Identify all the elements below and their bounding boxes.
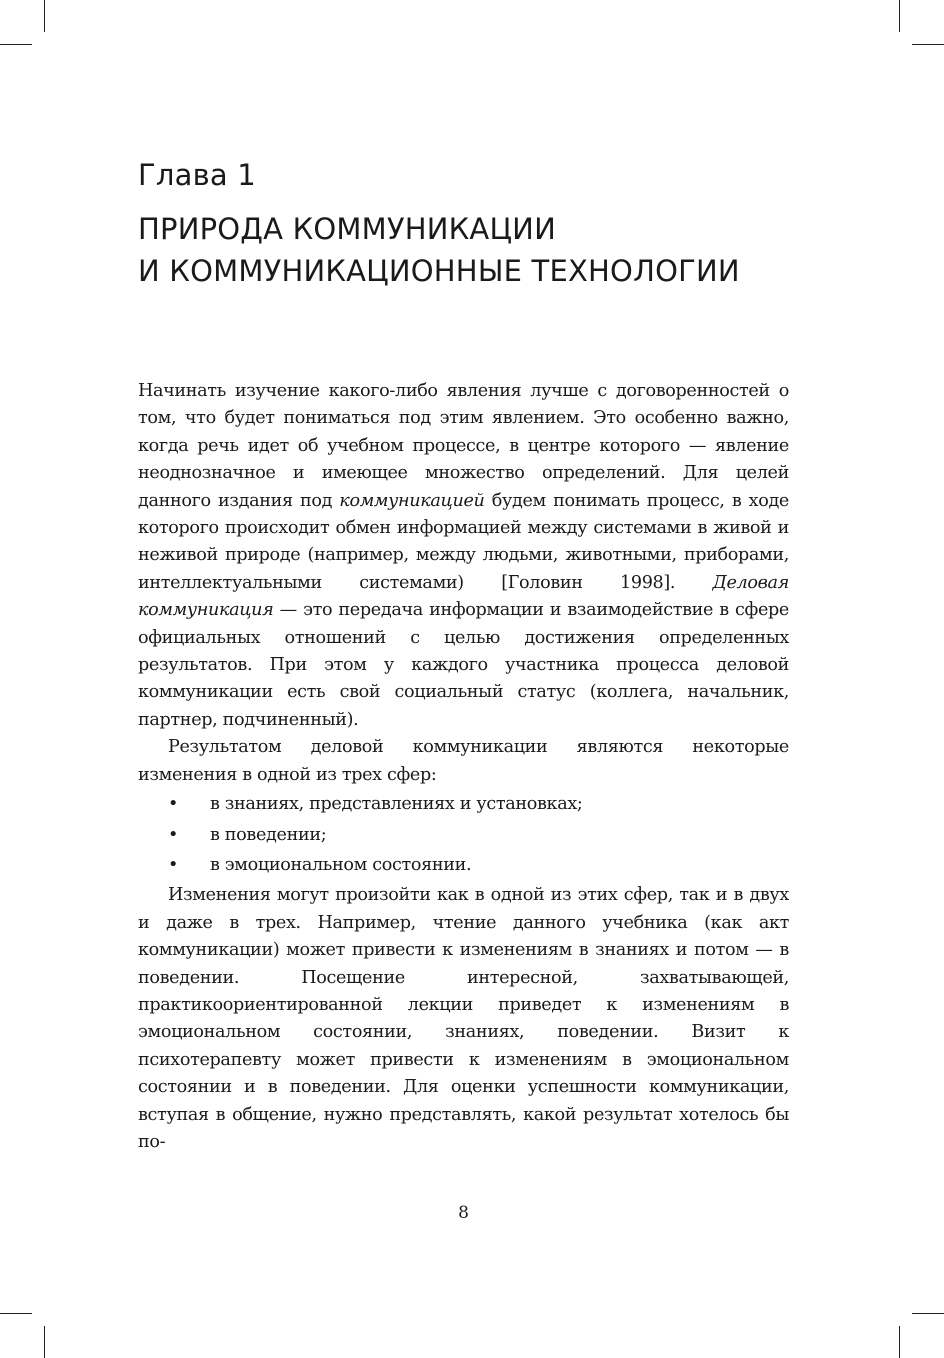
chapter-label: Глава 1	[138, 158, 256, 192]
bullet-icon: •	[168, 794, 179, 815]
body-text	[138, 378, 789, 1156]
chapter-title	[138, 208, 838, 292]
bullet-list	[138, 791, 789, 879]
crop-mark-top-left	[44, 0, 45, 32]
crop-mark-top-left-h	[0, 44, 32, 45]
term-business-communication: Деловая коммуникация	[138, 572, 789, 621]
paragraph-3: Изменения могут произойти как в одной из этих сфер, так и в двух и даже в трех. Например, чтение данного учебника (как акт коммуникации) может привести к изменениям в знаниях и потом — в поведении. Посещение интересной, захватывающей, практикоориентированной лекции приведет к изменениям в эмоциональном состоянии, знаниях, поведении. Визит к психотерапевту может привести к изменениям в эмоциональном состоянии и в поведении. Для оценки успешности коммуникации, вступая в общение, нужно представлять, какой результат хотелось бы по-	[138, 885, 789, 1152]
crop-mark-bottom-left-h	[0, 1313, 32, 1314]
paragraph-1: Начинать изучение какого-либо явления лучше с договоренностей о том, что будет пониматься под этим явлением. Это особенно важно, когда речь идет об учебном процессе, в центре которого — явление неоднозначное и имеющее множество определений. Для целей данного издания под коммуникацией будем понимать процесс, в ходе которого происходит обмен информацией между системами в живой и неживой природе (например, между людьми, животными, приборами, интеллектуальными системами) [Головин 1998]. Деловая коммуникация — это передача информации и взаимодействие в сфере официальных отношений с целью достижения определенных результатов. При этом у каждого участника процесса деловой коммуникации есть свой социальный статус (коллега, начальник, партнер, подчиненный).	[138, 381, 789, 730]
crop-mark-top-right-h	[912, 44, 944, 45]
bullet-icon: •	[168, 824, 179, 845]
bullet-icon: •	[168, 854, 179, 875]
page-number: 8	[458, 1203, 469, 1223]
crop-mark-top-right	[899, 0, 900, 32]
list-item: • в поведении;	[138, 822, 789, 849]
term-communication: коммуникацией	[339, 490, 485, 511]
crop-mark-bottom-right-h	[912, 1313, 944, 1314]
paragraph-2: Результатом деловой коммуникации являются некоторые изменения в одной из трех сфер:	[138, 737, 789, 785]
list-item: • в эмоциональном состоянии.	[138, 852, 789, 879]
list-item: • в знаниях, представлениях и установках;	[138, 791, 789, 818]
crop-mark-bottom-left	[44, 1326, 45, 1358]
chapter-title-line-2: И КОММУНИКАЦИОННЫЕ ТЕХНОЛОГИИ	[138, 254, 740, 288]
crop-mark-bottom-right	[899, 1326, 900, 1358]
chapter-title-line-1: ПРИРОДА КОММУНИКАЦИИ	[138, 212, 556, 246]
